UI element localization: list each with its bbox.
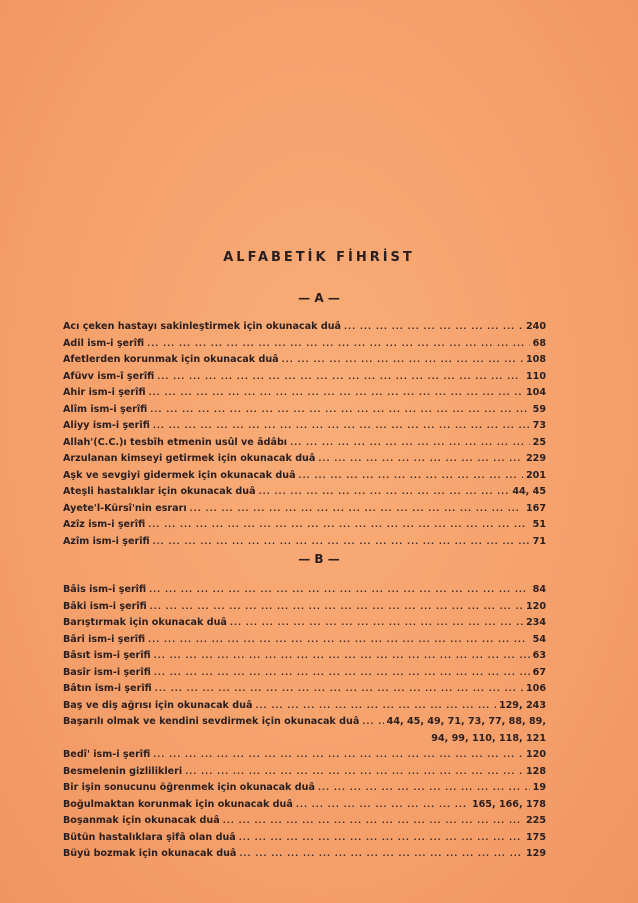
index-entry	[63, 404, 546, 421]
dot-leader	[150, 405, 529, 414]
entry-pages: 19	[532, 782, 546, 793]
index-entry	[63, 354, 546, 371]
index-entry	[63, 338, 546, 355]
index-entry	[63, 470, 546, 487]
dot-leader	[318, 454, 523, 463]
index-entry	[63, 584, 546, 601]
index-entry	[63, 667, 546, 684]
entry-label: Bâki ism-i şerîfi	[63, 600, 147, 612]
entry-label: Büyü bozmak için okunacak duâ	[63, 848, 237, 859]
index-entry	[63, 782, 546, 799]
dot-leader	[259, 487, 510, 496]
index-entry	[63, 503, 546, 520]
section-a-heading: — A —	[298, 291, 340, 305]
entry-pages: 44, 45, 49, 71, 73, 77, 88, 89,	[386, 716, 546, 727]
dot-leader	[153, 421, 530, 430]
entry-label: Bâsıt ism-i şerîfi	[63, 650, 151, 661]
entry-pages: 225	[525, 815, 546, 826]
entry-label: Bâri ism-i şerîfi	[63, 633, 146, 645]
entry-label: Acı çeken hastayı sakinleştirmek için okunacak duâ	[63, 321, 342, 332]
dot-leader	[153, 750, 523, 759]
index-entry	[63, 815, 546, 832]
entry-label: Bedî' ism-i şerîfi	[63, 749, 151, 760]
entry-pages: 67	[532, 666, 546, 678]
dot-leader	[290, 438, 530, 447]
index-entry	[63, 799, 546, 816]
entry-label: Baş ve diş ağrısı için okunacak duâ	[63, 699, 253, 711]
entry-pages: 234	[525, 617, 546, 628]
dot-leader	[255, 701, 496, 710]
dot-leader	[239, 833, 523, 842]
entry-pages: 128	[525, 765, 546, 777]
dot-leader	[344, 322, 523, 331]
entry-pages: 59	[532, 403, 546, 415]
entry-pages: 84	[532, 584, 546, 595]
entry-label: Besmelenin gizlilikleri	[63, 765, 183, 777]
index-entry	[63, 486, 546, 503]
entry-label: Alîm ism-i şerîfi	[63, 403, 148, 415]
entry-label: Âhir ism-i şerîfi	[63, 387, 146, 398]
dot-leader	[155, 684, 523, 693]
dot-leader	[318, 783, 530, 792]
entry-label: Basîr ism-i şerîfi	[63, 666, 151, 678]
entry-pages: 54	[532, 633, 546, 645]
entry-pages: 25	[532, 436, 546, 448]
index-entry	[63, 536, 546, 553]
index-entry	[63, 733, 546, 750]
entry-pages: 129	[525, 848, 546, 859]
entry-pages: 94, 99, 110, 118, 121	[431, 732, 546, 744]
section-a-list	[63, 321, 546, 552]
index-entry	[63, 650, 546, 667]
entry-pages: 104	[525, 387, 546, 398]
index-entry	[63, 634, 546, 651]
entry-pages: 167	[525, 502, 546, 514]
entry-pages: 63	[532, 650, 546, 661]
index-entry	[63, 420, 546, 437]
entry-label: Boğulmaktan korunmak için okunacak duâ	[63, 798, 293, 810]
dot-leader	[150, 602, 523, 611]
index-entry	[63, 371, 546, 388]
dot-leader	[299, 471, 523, 480]
entry-label: Bâtın ism-i şerîfi	[63, 683, 152, 694]
dot-leader	[154, 651, 530, 660]
entry-pages: 175	[525, 831, 546, 843]
section-b-heading: — B —	[298, 552, 340, 566]
entry-pages: 201	[525, 469, 546, 481]
dot-leader	[362, 717, 383, 726]
entry-pages: 165, 166, 178	[471, 798, 546, 810]
entry-label: Allah'(C.C.)ı tesbîh etmenin usûl ve âdâbı	[63, 436, 288, 448]
dot-leader	[239, 849, 523, 858]
dot-leader	[296, 800, 469, 809]
entry-label: Âfetlerden korunmak için okunacak duâ	[63, 354, 279, 365]
dot-leader	[282, 355, 523, 364]
entry-pages: 44, 45	[512, 486, 546, 497]
dot-leader	[147, 339, 529, 348]
entry-label: Âdil ism-i şerîfi	[63, 337, 145, 349]
dot-leader	[148, 635, 530, 644]
index-entry	[63, 848, 546, 865]
entry-pages: 240	[525, 321, 546, 332]
dot-leader	[149, 585, 530, 594]
entry-label: Barıştırmak için okunacak duâ	[63, 617, 227, 628]
index-entry	[63, 832, 546, 849]
entry-label: Azîm ism-i şerîfi	[63, 535, 150, 547]
index-entry	[63, 700, 546, 717]
dot-leader	[153, 537, 530, 546]
entry-pages: 71	[532, 535, 546, 547]
dot-leader	[190, 504, 523, 513]
entry-pages: 51	[532, 519, 546, 530]
index-entry	[63, 453, 546, 470]
index-entry	[63, 716, 546, 733]
entry-pages: 108	[525, 354, 546, 365]
entry-label: Boşanmak için okunacak duâ	[63, 815, 220, 826]
dot-leader	[149, 388, 523, 397]
dot-leader	[185, 767, 523, 776]
entry-label: Başarılı olmak ve kendini sevdirmek için okunacak duâ	[63, 716, 360, 727]
entry-label: Bir işin sonucunu öğrenmek için okunacak duâ	[63, 782, 315, 793]
index-entry	[63, 617, 546, 634]
entry-label: Azîz ism-i şerîfi	[63, 519, 146, 530]
entry-label: Afüvv ism-î şerîfi	[63, 370, 155, 382]
entry-pages: 68	[532, 337, 546, 349]
section-b-list	[63, 584, 546, 865]
dot-leader	[154, 668, 530, 677]
entry-pages: 106	[525, 683, 546, 694]
dot-leader	[148, 520, 529, 529]
entry-label: Ateşli hastalıklar için okunacak duâ	[63, 486, 256, 497]
entry-label: Aşk ve sevgiyi gidermek için okunacak duâ	[63, 469, 296, 481]
entry-pages: 129, 243	[498, 699, 546, 711]
entry-pages: 229	[525, 453, 546, 464]
index-entry	[63, 437, 546, 454]
index-entry	[63, 321, 546, 338]
index-entry	[63, 749, 546, 766]
index-entry	[63, 387, 546, 404]
page-title: ALFABETİK FİHRİST	[223, 250, 415, 265]
entry-label: Bâis ism-i şerîfi	[63, 584, 147, 595]
entry-label: Bütün hastalıklara şifâ olan duâ	[63, 831, 236, 843]
index-entry	[63, 766, 546, 783]
entry-label: Âyete'l-Kürsî'nin esrarı	[63, 502, 187, 514]
entry-pages: 120	[525, 749, 546, 760]
entry-label: Aliyy ism-i şerîfi	[63, 420, 150, 431]
dot-leader	[157, 372, 523, 381]
entry-pages: 73	[532, 420, 546, 431]
index-entry	[63, 601, 546, 618]
dot-leader	[230, 618, 523, 627]
entry-pages: 110	[525, 370, 546, 382]
entry-label: Arzulanan kimseyi getirmek için okunacak duâ	[63, 453, 316, 464]
entry-pages: 120	[525, 600, 546, 612]
index-entry	[63, 519, 546, 536]
index-entry	[63, 683, 546, 700]
dot-leader	[223, 816, 523, 825]
